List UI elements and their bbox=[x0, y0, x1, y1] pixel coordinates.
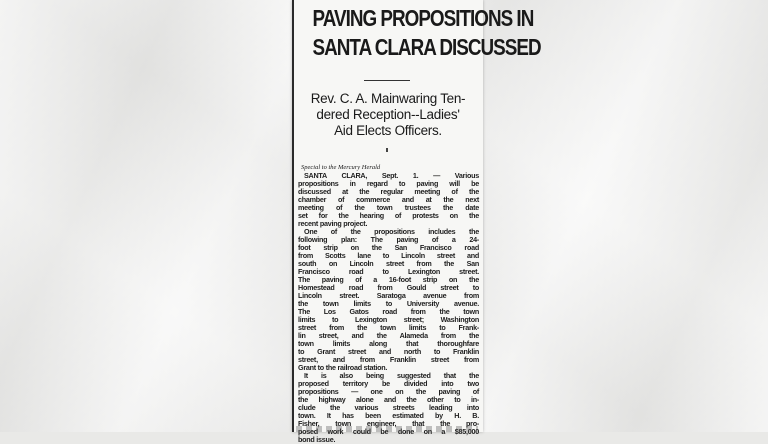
article-line: town limits along that thoroughfare bbox=[298, 339, 479, 348]
article-line: propositions — one on the paving of bbox=[298, 387, 479, 396]
article-line: to Grant street and north to Franklin bbox=[298, 347, 479, 356]
subheadline-line-1: Rev. C. A. Mainwaring Ten- bbox=[310, 91, 466, 106]
article-line: street from the town limits to Frank- bbox=[298, 323, 479, 332]
article-line: Francisco road to Lexington street. bbox=[298, 267, 479, 276]
article-line: The paving of a 16-foot strip on the bbox=[298, 275, 479, 284]
article-line: the town limits to University avenue. bbox=[298, 299, 479, 308]
deck-divider bbox=[386, 148, 388, 152]
article-line: the highway alone and the other to in- bbox=[298, 395, 479, 404]
article-line: posed work could be done on a $85,000 bbox=[298, 427, 479, 436]
article-line: chamber of commerce and at the next bbox=[298, 195, 479, 204]
article-line: meeting of the town trustees the date bbox=[298, 203, 479, 212]
article-line: lin street, and the Alameda from the bbox=[298, 331, 479, 340]
article-line: bond issue. bbox=[298, 435, 336, 444]
article-line: street, and from Franklin street from bbox=[298, 355, 479, 364]
subheadline-line-3: Aid Elects Officers. bbox=[334, 123, 442, 138]
headline-line-2: SANTA CLARA DISCUSSED bbox=[312, 34, 541, 60]
column-rule bbox=[292, 0, 294, 432]
article-line: from Scotts lane to Lincoln street and bbox=[298, 251, 479, 260]
headline bbox=[312, 4, 541, 62]
article-line: following plan: The paving of a 24- bbox=[298, 235, 479, 244]
article-line: Grant to the railroad station. bbox=[298, 363, 388, 372]
article-line: south on Lincoln street from the San bbox=[298, 259, 479, 268]
article-line: The Los Gatos road from the town bbox=[298, 307, 479, 316]
article-line: foot strip on the San Francisco road bbox=[298, 243, 479, 252]
headline-line-1: PAVING PROPOSITIONS IN bbox=[312, 5, 534, 31]
newspaper-clipping bbox=[292, 0, 541, 444]
article-line: limits to Lexington street; Washington bbox=[298, 315, 479, 324]
article-body bbox=[298, 172, 479, 444]
article-line: propositions in regard to paving will be bbox=[298, 179, 479, 188]
subheadline-line-2: dered Reception--Ladies' bbox=[316, 107, 460, 122]
article-line: Homestead road from Gould street to bbox=[298, 283, 479, 292]
cut-edge bbox=[296, 426, 478, 432]
article-line: Fisher, town engineer, that the pro- bbox=[298, 419, 479, 428]
article-line: recent paving project. bbox=[298, 219, 368, 228]
article-line: SANTA CLARA, Sept. 1. — Various bbox=[304, 171, 479, 180]
article-line: One of the propositions includes the bbox=[304, 227, 479, 236]
headline-divider bbox=[364, 80, 410, 81]
article-line: Lincoln street. Saratoga avenue from bbox=[298, 291, 479, 300]
article-line: proposed territory be divided into two bbox=[298, 379, 479, 388]
byline: Special to the Mercury Herald bbox=[301, 164, 381, 171]
article-line: It is also being suggested that the bbox=[304, 371, 479, 380]
article-line: clude the various streets leading into bbox=[298, 403, 479, 412]
article-line: town. It has been estimated by H. B. bbox=[298, 411, 479, 420]
article-line: discussed at the regular meeting of the bbox=[298, 187, 479, 196]
subheadline bbox=[298, 91, 478, 139]
article-line: set for the hearing of protests on the bbox=[298, 211, 479, 220]
